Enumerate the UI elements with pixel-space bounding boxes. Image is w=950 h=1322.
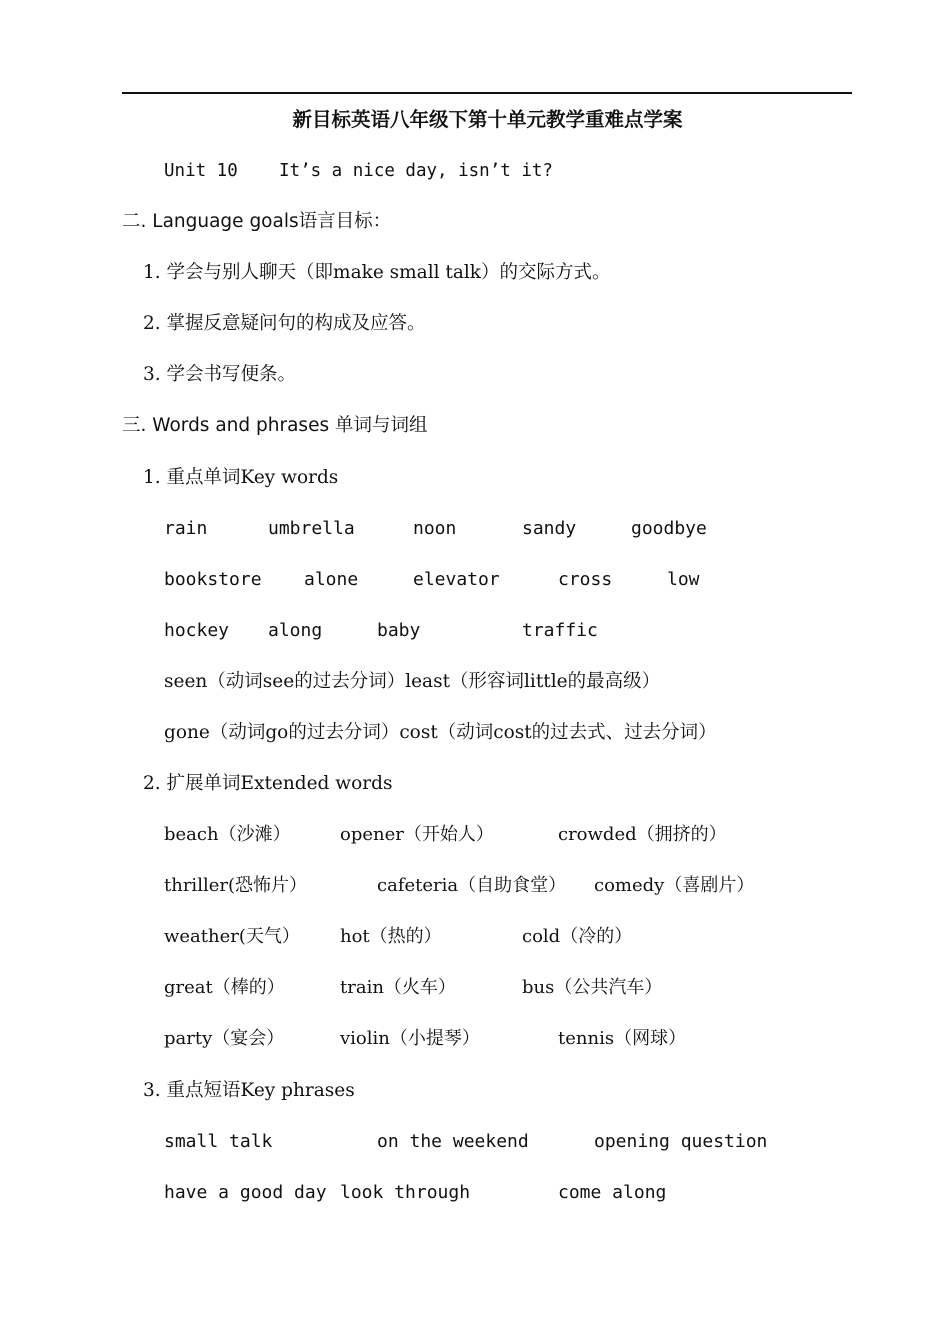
word: umbrella (268, 518, 355, 539)
word: great（棒的） (164, 977, 285, 998)
word: goodbye (631, 518, 707, 539)
phrase: small talk (164, 1131, 273, 1152)
word: comedy（喜剧片） (594, 875, 755, 896)
section-heading-language-goals: 二. Language goals语言目标： (122, 211, 392, 232)
header-rule (122, 92, 852, 94)
word: along (268, 620, 323, 641)
phrase: on the weekend (377, 1131, 529, 1152)
word: alone (304, 569, 359, 590)
subheading-key-words: 1. 重点单词Key words (143, 467, 339, 488)
unit-title: It’s a nice day, isn’t it? (279, 161, 553, 181)
word: hot（热的） (340, 926, 442, 947)
phrase: have a good day (164, 1182, 327, 1203)
goal-item-3: 3. 学会书写便条。 (143, 364, 297, 385)
phrase: opening question (594, 1131, 768, 1152)
key-words-line-gone-cost: gone（动词go的过去分词）cost（动词cost的过去式、过去分词） (164, 722, 717, 743)
word: tennis（网球） (558, 1028, 687, 1049)
subheading-key-phrases: 3. 重点短语Key phrases (143, 1080, 355, 1101)
word: weather(天气） (164, 926, 300, 947)
word: bookstore (164, 569, 262, 590)
word: beach（沙滩） (164, 824, 291, 845)
word: thriller(恐怖片） (164, 875, 307, 896)
word: hockey (164, 620, 230, 641)
document-title: 新目标英语八年级下第十单元教学重难点学案 (292, 108, 683, 131)
key-words-line-seen-least: seen（动词see的过去分词）least（形容词little的最高级） (164, 671, 661, 692)
word: sandy (522, 518, 577, 539)
subheading-extended-words: 2. 扩展单词Extended words (143, 773, 393, 794)
word: low (667, 569, 700, 590)
word: opener（开始人） (340, 824, 494, 845)
word: cafeteria（自助食堂） (377, 875, 567, 896)
word: cold（冷的） (522, 926, 633, 947)
word: baby (377, 620, 421, 641)
word: noon (413, 518, 457, 539)
word: violin（小提琴） (340, 1028, 480, 1049)
phrase: come along (558, 1182, 667, 1203)
phrase: look through (340, 1182, 471, 1203)
word: rain (164, 518, 208, 539)
word: traffic (522, 620, 598, 641)
goal-item-1: 1. 学会与别人聊天（即make small talk）的交际方式。 (143, 262, 611, 283)
word: bus（公共汽车） (522, 977, 663, 998)
word: crowded（拥挤的） (558, 824, 727, 845)
word: cross (558, 569, 613, 590)
section-heading-words-phrases: 三. Words and phrases 单词与词组 (122, 415, 428, 436)
word: party（宴会） (164, 1028, 285, 1049)
word: train（火车） (340, 977, 456, 998)
word: elevator (413, 569, 500, 590)
unit-label: Unit 10 (164, 161, 238, 181)
goal-item-2: 2. 掌握反意疑问句的构成及应答。 (143, 313, 426, 334)
